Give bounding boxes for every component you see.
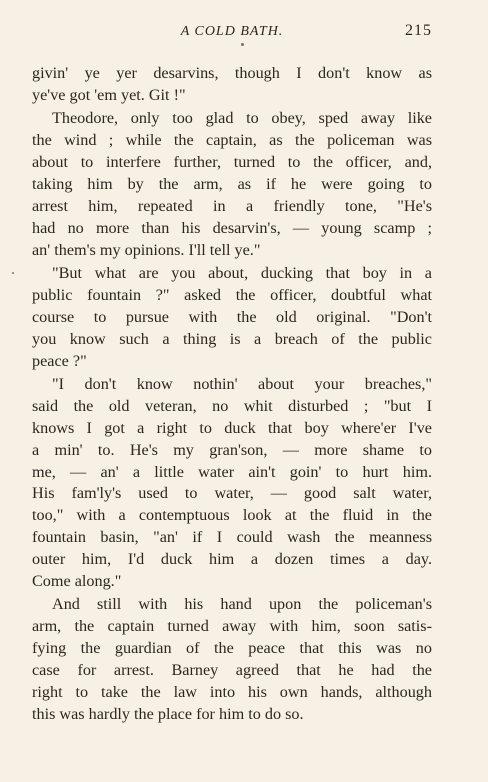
header-ornament (241, 43, 244, 46)
body-text (32, 63, 432, 726)
text-line: right to take the law into his own hands, although (32, 682, 432, 701)
text-line: course to pursue with the old original. "Don't (32, 307, 432, 326)
text-line: outer him, I'd duck him a dozen times a day. (32, 550, 432, 569)
running-title: A COLD BATH. (180, 24, 284, 39)
text-line: "But what are you about, ducking that boy in a (52, 264, 432, 283)
text-line: the wind ; while the captain, as the policeman was (32, 131, 432, 150)
text-line: givin' ye yer desarvins, though I don't know as (32, 64, 432, 82)
page-number: 215 (405, 22, 432, 39)
page-header (32, 24, 432, 46)
text-line: peace ?" (32, 351, 87, 370)
text-line: said the old veteran, no whit disturbed ; "but I (32, 396, 432, 415)
text-line: public fountain ?" asked the officer, doubtful what (32, 285, 432, 304)
text-line: Theodore, only too glad to obey, sped away like (52, 109, 432, 128)
margin-mark (12, 272, 14, 274)
text-line: ye've got 'em yet. Git !" (32, 85, 186, 104)
text-line: fying the guardian of the peace that this was no (32, 639, 432, 658)
paragraph (32, 594, 432, 725)
paragraph (32, 263, 432, 372)
text-line: a min' to. He's my gran'son, — more shame to (32, 440, 432, 459)
text-line: you know such a thing is a breach of the public (32, 329, 432, 348)
text-line: fountain basin, "an' if I could wash the meanness (32, 528, 432, 547)
text-line: me, — an' a little water ain't goin' to hurt him. (32, 462, 432, 481)
text-line: arm, the captain turned away with him, soon satis- (32, 617, 432, 636)
text-line: had no more than his desarvin's, — young scamp ; (32, 218, 432, 237)
text-line: Come along." (32, 571, 122, 590)
text-line: case for arrest. Barney agreed that he had the (32, 661, 432, 680)
text-line: an' them's my opinions. I'll tell ye." (32, 240, 261, 259)
text-line: this was hardly the place for him to do so. (32, 704, 304, 723)
text-line: His fam'ly's used to water, — good salt water, (32, 484, 432, 503)
text-line: too," with a contemptuous look at the fluid in the (32, 506, 432, 525)
paragraph (32, 63, 432, 107)
text-line: knows I got a right to duck that boy where'er I've (32, 418, 432, 437)
paragraph (32, 108, 432, 261)
text-line: about to interfere further, turned to the officer, and, (32, 153, 432, 172)
text-line: arrest him, repeated in a friendly tone, "He's (32, 196, 432, 215)
text-line: taking him by the arm, as if he were going to (32, 174, 432, 193)
text-line: And still with his hand upon the policeman's (52, 595, 432, 614)
text-line: "I don't know nothin' about your breaches," (52, 374, 432, 393)
paragraph (32, 374, 432, 593)
